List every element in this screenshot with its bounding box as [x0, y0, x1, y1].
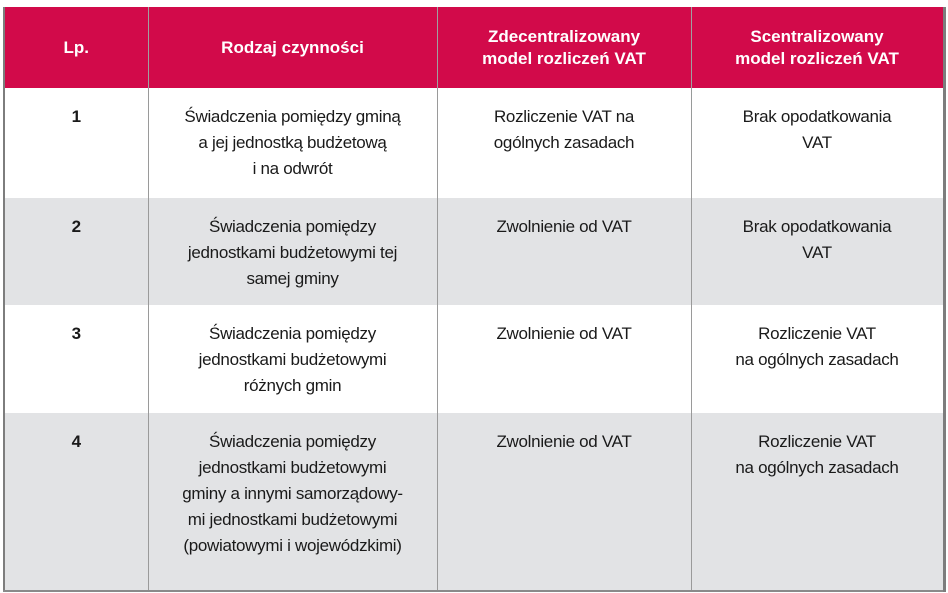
cell-decentralized — [437, 88, 691, 198]
header-line: Scentralizowany — [750, 26, 884, 46]
cell-lp: 2 — [4, 198, 148, 305]
header-lp: Lp. — [4, 7, 148, 88]
cell-centralized — [691, 305, 944, 413]
text-line: jednostkami budżetowymi tej — [187, 243, 398, 262]
cell-centralized — [691, 198, 944, 305]
text-line: a jej jednostką budżetową — [198, 133, 387, 152]
text-line: Rozliczenie VAT na — [493, 107, 635, 126]
text-line: (powiatowymi i wojewódzkimi) — [183, 536, 402, 555]
text-line: Świadczenia pomiędzy — [209, 324, 376, 343]
text-line: na ogólnych zasadach — [735, 350, 899, 369]
cell-activity — [148, 198, 437, 305]
text-line: Świadczenia pomiędzy gminą — [184, 107, 401, 126]
vat-comparison-table — [3, 7, 946, 592]
text-line: VAT — [802, 243, 832, 262]
table-row — [4, 413, 944, 591]
table-row — [4, 305, 944, 413]
header-line: model rozliczeń VAT — [735, 48, 899, 68]
header-centralized-model — [691, 7, 944, 88]
cell-activity — [148, 413, 437, 591]
header-activity-type: Rodzaj czynności — [148, 7, 437, 88]
cell-activity — [148, 88, 437, 198]
cell-activity — [148, 305, 437, 413]
text-line: Zwolnienie od VAT — [496, 432, 632, 451]
text-line: ogólnych zasadach — [493, 133, 635, 152]
table-row — [4, 88, 944, 198]
table-header-row — [4, 7, 944, 88]
cell-decentralized — [437, 305, 691, 413]
text-line: Świadczenia pomiędzy — [209, 217, 376, 236]
cell-decentralized — [437, 413, 691, 591]
text-line: Zwolnienie od VAT — [496, 217, 632, 236]
text-line: gminy a innymi samorządowy- — [182, 484, 403, 503]
cell-lp: 1 — [71, 107, 81, 126]
text-line: i na odwrót — [252, 159, 333, 178]
text-line: Rozliczenie VAT — [758, 432, 876, 451]
text-line: jednostkami budżetowymi — [198, 458, 387, 477]
text-line: Zwolnienie od VAT — [496, 324, 632, 343]
cell-lp: 4 — [4, 413, 148, 591]
text-line: Rozliczenie VAT — [758, 324, 876, 343]
text-line: Brak opodatkowania — [742, 217, 892, 236]
text-line: jednostkami budżetowymi — [198, 350, 387, 369]
text-line: Brak opodatkowania — [742, 107, 892, 126]
table-row — [4, 198, 944, 305]
text-line: Świadczenia pomiędzy — [209, 432, 376, 451]
text-line: na ogólnych zasadach — [735, 458, 899, 477]
text-line: samej gminy — [246, 269, 339, 288]
cell-lp: 3 — [71, 324, 81, 343]
text-line: różnych gmin — [243, 376, 342, 395]
cell-centralized — [691, 413, 944, 591]
cell-decentralized — [437, 198, 691, 305]
header-line: Zdecentralizowany — [487, 26, 641, 46]
text-line: VAT — [802, 133, 832, 152]
text-line: mi jednostkami budżetowymi — [187, 510, 398, 529]
cell-centralized — [691, 88, 944, 198]
header-decentralized-model — [437, 7, 691, 88]
header-line: model rozliczeń VAT — [482, 48, 646, 68]
